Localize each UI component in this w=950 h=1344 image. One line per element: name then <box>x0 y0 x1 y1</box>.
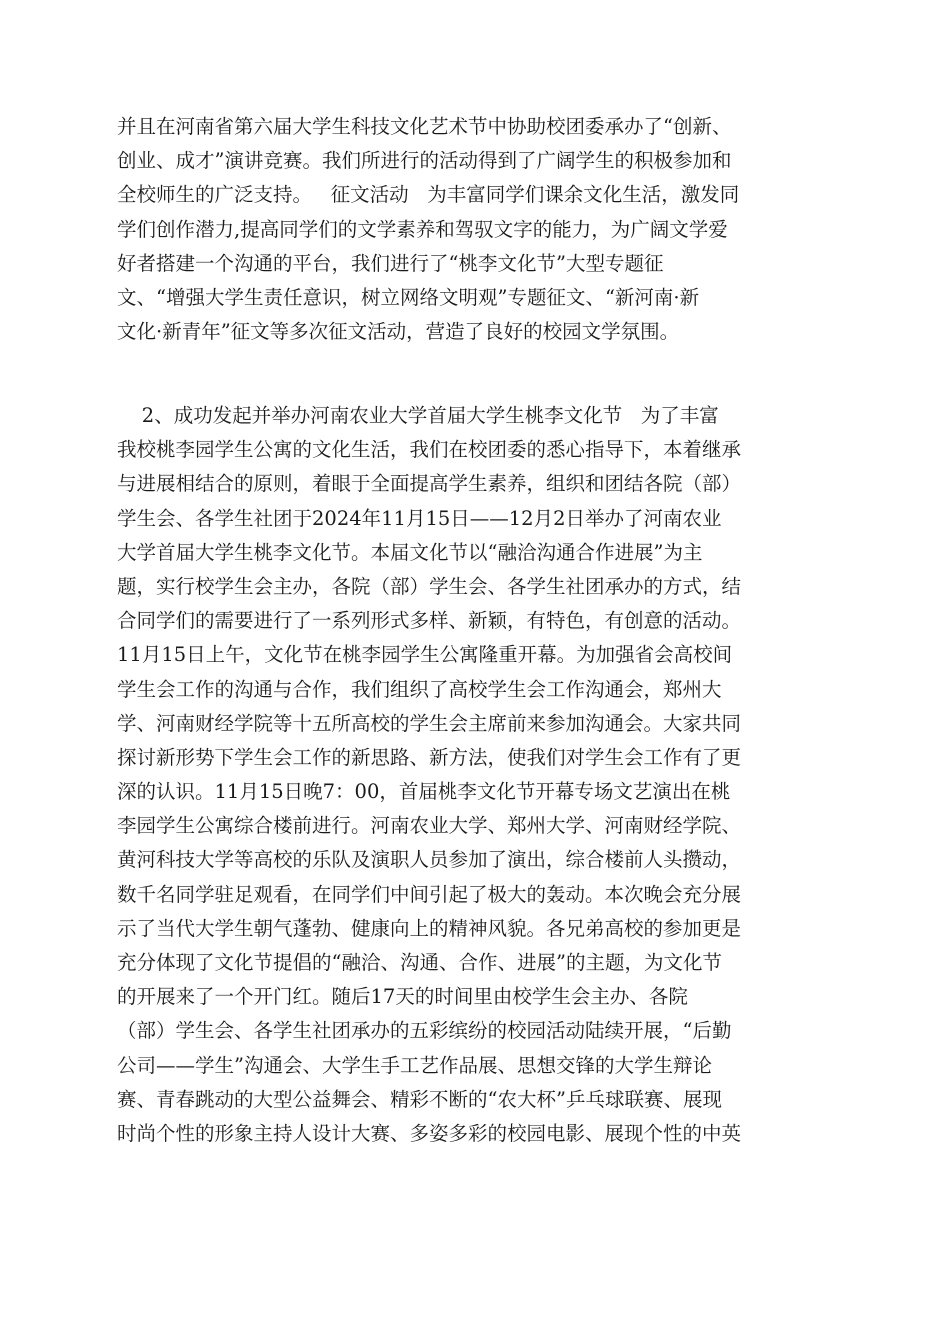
text-line: 学生会、各学生社团于2024年11月15日——12月2日举办了河南农业 <box>117 506 722 530</box>
text-line: 好者搭建一个沟通的平台，我们进行了“桃李文化节”大型专题征 <box>117 251 664 275</box>
text-line: 11月15日上午，文化节在桃李园学生公寓隆重开幕。为加强省会高校间 <box>117 643 733 667</box>
text-line: 探讨新形势下学生会工作的新思路、新方法，使我们对学生会工作有了更 <box>117 745 742 769</box>
text-line: 学、河南财经学院等十五所高校的学生会主席前来参加沟通会。大家共同 <box>117 711 742 735</box>
text-line: 时尚个性的形象主持人设计大赛、多姿多彩的校园电影、展现个性的中英 <box>117 1121 742 1145</box>
text-line: 示了当代大学生朝气蓬勃、健康向上的精神风貌。各兄弟高校的参加更是 <box>117 916 742 940</box>
text-line: （部）学生会、各学生社团承办的五彩缤纷的校园活动陆续开展，“后勤 <box>117 1019 732 1043</box>
text-line: 文化·新青年”征文等多次征文活动，营造了良好的校园文学氛围。 <box>117 320 680 344</box>
text-line: 的开展来了一个开门红。随后17天的时间里由校学生会主办、各院 <box>117 985 688 1009</box>
text-line: 创业、成才”演讲竞赛。我们所进行的活动得到了广阔学生的积极参加和 <box>117 149 732 173</box>
text-line: 学生会工作的沟通与合作，我们组织了高校学生会工作沟通会，郑州大 <box>117 677 722 701</box>
text-line: 并且在河南省第六届大学生科技文化艺术节中协助校团委承办了“创新、 <box>117 115 732 138</box>
text-line: 学们创作潜力,提高同学们的文学素养和驾驭文字的能力，为广阔文学爱 <box>117 217 728 241</box>
text-line: 题，实行校学生会主办，各院（部）学生会、各学生社团承办的方式，结 <box>117 574 742 598</box>
text-line: 合同学们的需要进行了一系列形式多样、新颖，有特色，有创意的活动。 <box>117 609 742 633</box>
text-line: 黄河科技大学等高校的乐队及演职人员参加了演出，综合楼前人头攒动， <box>117 848 742 872</box>
text-line: 深的认识。11月15日晚7：00，首届桃李文化节开幕专场文艺演出在桃 <box>117 780 731 804</box>
text-line: 文、“增强大学生责任意识，树立网络文明观”专题征文、“新河南·新 <box>117 285 700 309</box>
text-line: 李园学生公寓综合楼前进行。河南农业大学、郑州大学、河南财经学院、 <box>117 814 742 838</box>
text-line: 2、成功发起并举办河南农业大学首届大学生桃李文化节 为了丰富 <box>117 404 719 427</box>
paragraph-activities <box>117 110 833 349</box>
paragraph-culture-festival <box>117 399 833 1151</box>
text-line: 我校桃李园学生公寓的文化生活，我们在校团委的悉心指导下，本着继承 <box>117 438 742 462</box>
text-line: 全校师生的广泛支持。 征文活动 为丰富同学们课余文化生活，激发同 <box>117 183 740 207</box>
text-line: 与进展相结合的原则，着眼于全面提高学生素养，组织和团结各院（部） <box>117 472 742 496</box>
text-line: 数千名同学驻足观看，在同学们中间引起了极大的轰动。本次晚会充分展 <box>117 882 742 906</box>
text-line: 公司——学生”沟通会、大学生手工艺作品展、思想交锋的大学生辩论 <box>117 1053 712 1077</box>
text-line: 大学首届大学生桃李文化节。本届文化节以“融洽沟通合作进展”为主 <box>117 540 703 564</box>
text-line: 充分体现了文化节提倡的“融洽、沟通、合作、进展”的主题，为文化节 <box>117 951 722 974</box>
text-line: 赛、青春跳动的大型公益舞会、精彩不断的“农大杯”乒乓球联赛、展现 <box>117 1087 722 1111</box>
